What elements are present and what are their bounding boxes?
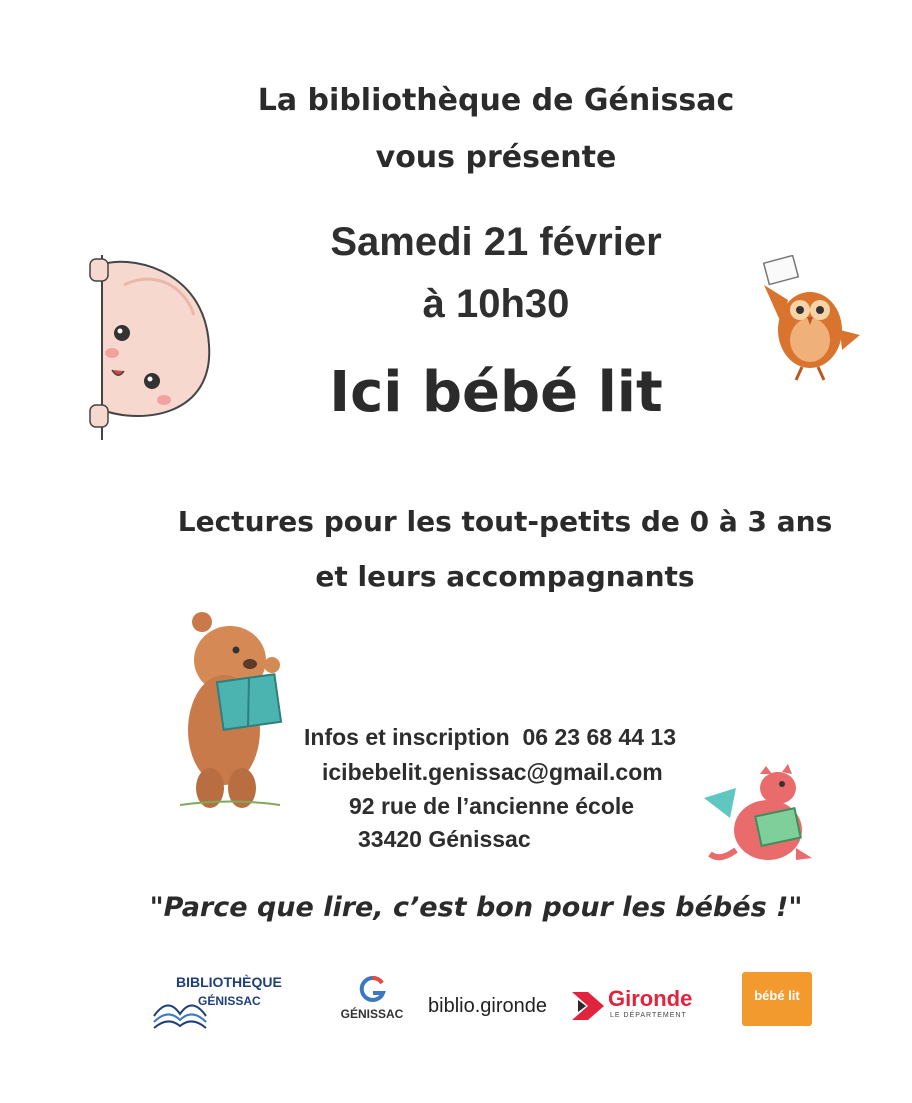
bibliotheque-genissac-logo — [150, 972, 320, 1032]
genissac-g-icon — [358, 975, 386, 1003]
gironde-logo-sub: LE DÉPARTEMENT — [610, 1012, 687, 1019]
dragon-reading-illustration — [700, 758, 815, 868]
gironde-logo-word: Gironde — [608, 986, 693, 1011]
genissac-logo-label: GÉNISSAC — [340, 1007, 404, 1021]
gironde-arrow-icon — [568, 988, 608, 1024]
subtitle-line-1: Lectures pour les tout-petits de 0 à 3 ans — [177, 505, 833, 538]
event-time: à 10h30 — [422, 282, 570, 326]
email-address[interactable]: icibebelit.genissac@gmail.com — [322, 759, 663, 785]
phone-number[interactable]: 06 23 68 44 13 — [522, 724, 676, 750]
owl-reading-illustration — [752, 255, 862, 385]
info-label: Infos et inscription — [304, 724, 510, 750]
city-postcode: 33420 Génissac — [358, 826, 531, 852]
info-line — [304, 724, 676, 751]
intro-line-1: La bibliothèque de Génissac — [257, 83, 735, 118]
genissac-town-logo — [334, 975, 410, 1025]
subtitle-line-2: et leurs accompagnants — [315, 560, 695, 593]
intro-line-2: vous présente — [375, 140, 617, 175]
biblio-gironde-logo: biblio.gironde — [428, 995, 547, 1017]
biblio-logo-line1: BIBLIOTHÈQUE — [176, 974, 282, 990]
ici-bebe-lit-logo — [742, 972, 812, 1026]
bear-reading-illustration — [180, 610, 290, 815]
event-title: Ici bébé lit — [329, 360, 663, 425]
event-date: Samedi 21 février — [330, 220, 662, 264]
tagline-quote: "Parce que lire, c’est bon pour les bébés !" — [149, 892, 803, 923]
street-address: 92 rue de l’ancienne école — [349, 793, 635, 819]
ibl-logo-label: bébé lit — [754, 988, 800, 1003]
gironde-departement-logo — [568, 984, 716, 1028]
open-book-icon — [150, 986, 210, 1030]
biblio-logo-line2: GÉNISSAC — [198, 994, 261, 1008]
baby-peeking-illustration — [84, 245, 224, 445]
